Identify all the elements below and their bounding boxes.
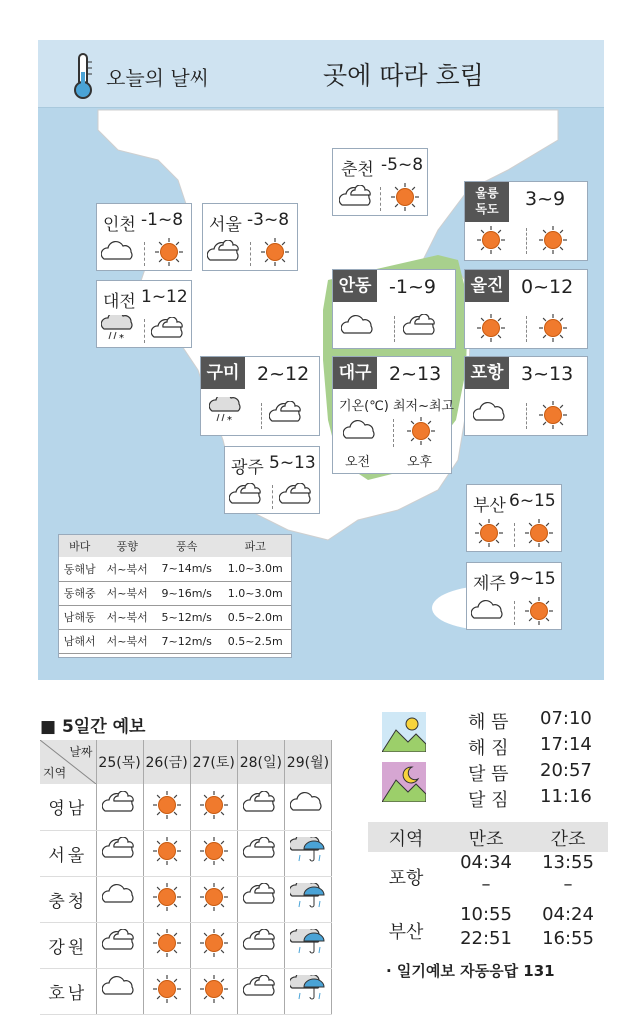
sun-icon [535, 314, 571, 342]
forecast-table [40, 740, 332, 1015]
tide-header: 만조 [468, 829, 504, 850]
cloud-icon [102, 883, 138, 911]
tide-place: 포항 [388, 868, 424, 889]
tide-time: 22:51 [460, 928, 512, 949]
rain-snow-icon [209, 397, 245, 425]
city-temp: 2~13 [389, 363, 442, 385]
partly-cloudy-icon [269, 401, 305, 429]
forecast-region: 강원 [40, 922, 96, 968]
forecast-region: 충청 [40, 876, 96, 922]
card-daegu [332, 356, 455, 474]
card-uljin [464, 269, 588, 349]
header-summary: 곳에 따라 흐림 [323, 61, 484, 90]
sun-icon [535, 401, 571, 429]
sun-icon [149, 929, 185, 957]
sunset-label: 해 짐 [468, 738, 509, 759]
forecast-day: 29(월) [284, 740, 331, 784]
partly-cloudy-icon [207, 240, 243, 268]
city-temp: 9~15 [509, 569, 556, 589]
partly-cloudy-icon [102, 929, 138, 957]
partly-cloudy-icon [243, 929, 279, 957]
card-chuncheon [332, 148, 428, 216]
city-temp: 6~15 [509, 491, 556, 511]
tide-time: 04:34 [460, 852, 512, 873]
sea-row: 동해남 서~북서 7~14m/s 1.0~3.0m [59, 557, 291, 581]
forecast-row [40, 830, 332, 876]
city-temp: -1~9 [389, 276, 436, 298]
city-tag: 구미 [201, 357, 245, 389]
tide-time: 04:24 [542, 904, 594, 925]
moonset-label: 달 짐 [468, 790, 509, 811]
card-andong [332, 269, 456, 349]
card-seoul [202, 203, 298, 271]
map-header [38, 40, 604, 108]
card-busan [466, 484, 562, 552]
partly-cloudy-icon [102, 837, 138, 865]
sun-icon [196, 883, 232, 911]
cloud-icon [102, 975, 138, 1003]
cloud-icon [290, 791, 326, 819]
tide-time: 16:55 [542, 928, 594, 949]
sea-row: 남해동 서~북서 5~12m/s 0.5~2.0m [59, 605, 291, 629]
moonrise-label: 달 뜸 [468, 764, 509, 785]
tide-time: 13:55 [542, 852, 594, 873]
city-temp: -1~8 [141, 210, 184, 230]
sun-icon [521, 519, 557, 547]
partly-cloudy-icon [279, 483, 315, 511]
rain-snow-icon [101, 315, 137, 343]
partly-cloudy-icon [151, 317, 187, 345]
city-tag: 포항 [465, 357, 509, 389]
sun-icon [521, 597, 557, 625]
city-name: 광주 [231, 458, 264, 478]
sun-icon [257, 238, 293, 266]
sun-icon [473, 226, 509, 254]
legend-am: 오전 [345, 455, 371, 470]
cloud-icon [471, 599, 507, 627]
svg-text:*: * [119, 333, 124, 343]
forecast-corner: 날짜 지역 [40, 740, 96, 784]
city-name: 인천 [103, 215, 136, 235]
sea-row: 동해중 서~북서 9~16m/s 1.0~3.0m [59, 581, 291, 605]
card-pohang [464, 356, 588, 436]
city-temp: 1~12 [141, 287, 188, 307]
sun-icon [196, 975, 232, 1003]
forecast-row [40, 968, 332, 1014]
partly-cloudy-icon [403, 314, 439, 342]
sun-icon [403, 417, 439, 445]
sun-icon [535, 226, 571, 254]
forecast-day: 28(일) [237, 740, 284, 784]
tide-time: – [563, 874, 573, 895]
card-incheon [96, 203, 192, 271]
sunrise-icon [382, 712, 426, 752]
sunrise-time: 07:10 [540, 708, 592, 729]
city-name: 대전 [103, 292, 136, 312]
city-temp: 2~12 [257, 363, 310, 385]
tide-time: – [481, 874, 491, 895]
rain-umbrella-icon [290, 975, 326, 1003]
city-temp: 5~13 [269, 453, 316, 473]
sun-icon [149, 883, 185, 911]
city-tag: 안동 [333, 270, 377, 302]
sun-icon [151, 238, 187, 266]
sea-header: 파고 [220, 535, 291, 557]
rain-umbrella-icon [290, 929, 326, 957]
sea-header: 풍향 [100, 535, 153, 557]
card-gumi [200, 356, 320, 436]
sun-icon [473, 314, 509, 342]
city-temp: 3~9 [525, 188, 566, 210]
tide-place: 부산 [388, 922, 424, 943]
partly-cloudy-icon [229, 483, 265, 511]
partly-cloudy-icon [243, 975, 279, 1003]
sun-icon [471, 519, 507, 547]
sun-icon [196, 929, 232, 957]
city-temp: -5~8 [381, 155, 424, 175]
card-ulleung [464, 181, 588, 261]
cloud-icon [343, 419, 379, 447]
weather-map [38, 40, 604, 680]
tide-time: 10:55 [460, 904, 512, 925]
city-name: 서울 [209, 215, 242, 235]
forecast-row [40, 876, 332, 922]
sun-icon [387, 183, 423, 211]
partly-cloudy-icon [243, 791, 279, 819]
city-tag: 울진 [465, 270, 509, 302]
forecast-day: 26(금) [143, 740, 190, 784]
header-title: 오늘의 날씨 [106, 66, 209, 90]
city-temp: 0~12 [521, 276, 574, 298]
sun-icon [196, 791, 232, 819]
sea-row: 남해서 서~북서 7~12m/s 0.5~2.5m [59, 629, 291, 653]
sea-header: 바다 [59, 535, 100, 557]
forecast-region: 서울 [40, 830, 96, 876]
sun-icon [149, 791, 185, 819]
forecast-row [40, 922, 332, 968]
city-temp: 3~13 [521, 363, 574, 385]
city-name: 부산 [473, 496, 506, 516]
moonrise-time: 20:57 [540, 760, 592, 781]
sun-icon [196, 837, 232, 865]
forecast-region: 영남 [40, 784, 96, 830]
sea-table [58, 534, 292, 658]
sun-icon [149, 975, 185, 1003]
city-tag: 대구 [333, 357, 377, 389]
moonset-time: 11:16 [540, 786, 592, 807]
partly-cloudy-icon [243, 837, 279, 865]
footer-note: · 일기예보 자동응답 131 [386, 962, 555, 980]
sun-icon [149, 837, 185, 865]
forecast-row [40, 784, 332, 830]
sunrise-label: 해 뜸 [468, 712, 509, 733]
sea-header: 풍속 [154, 535, 220, 557]
rain-umbrella-icon [290, 837, 326, 865]
rain-umbrella-icon [290, 883, 326, 911]
card-gwangju [224, 446, 320, 514]
forecast-day: 25(목) [96, 740, 143, 784]
legend-title: 기온(℃) 최저~최고 [339, 399, 455, 414]
svg-text:*: * [227, 415, 232, 425]
sunset-time: 17:14 [540, 734, 592, 755]
card-jeju [466, 562, 562, 630]
forecast-region: 호남 [40, 968, 96, 1014]
cloud-icon [473, 401, 509, 429]
cloud-icon [101, 240, 137, 268]
forecast-title: ■ 5일간 예보 [40, 717, 146, 737]
card-daejeon [96, 280, 192, 348]
city-temp: -3~8 [247, 210, 290, 230]
thermometer-icon [68, 52, 98, 100]
cloud-icon [341, 314, 377, 342]
city-name: 춘천 [341, 160, 374, 180]
partly-cloudy-icon [243, 883, 279, 911]
tide-header: 지역 [388, 829, 424, 850]
moonrise-icon [382, 762, 426, 802]
forecast-day: 27(토) [190, 740, 237, 784]
partly-cloudy-icon [102, 791, 138, 819]
city-tag: 울릉 독도 [465, 182, 509, 222]
tide-header: 간조 [550, 829, 586, 850]
city-name: 제주 [473, 574, 506, 594]
legend-pm: 오후 [407, 455, 433, 470]
partly-cloudy-icon [339, 185, 375, 213]
